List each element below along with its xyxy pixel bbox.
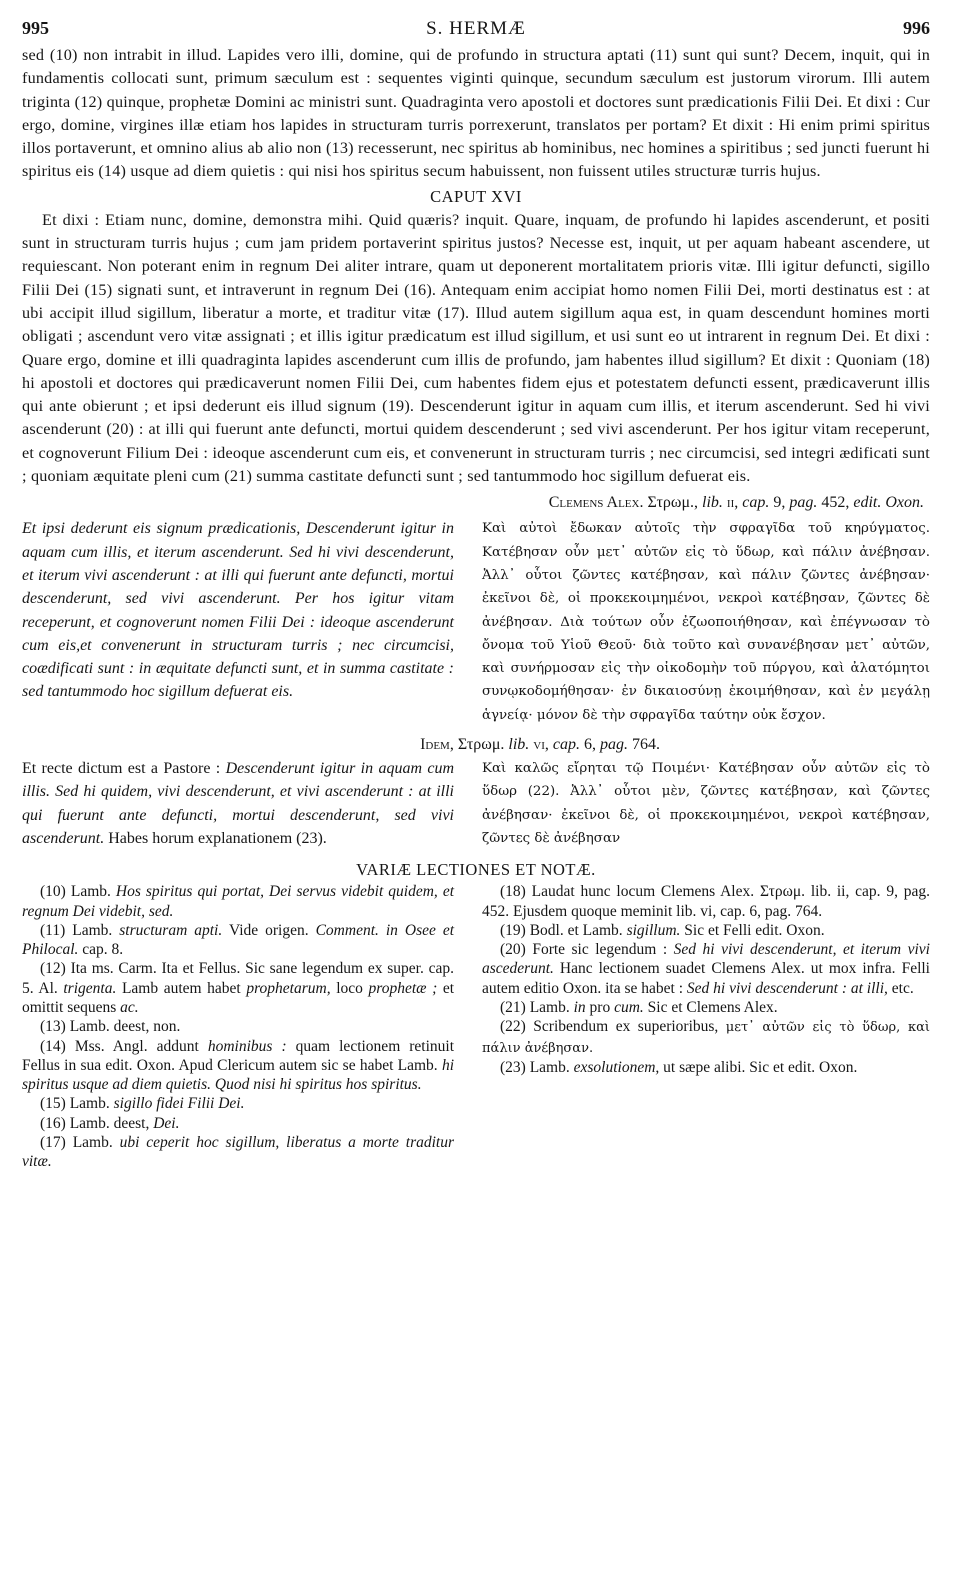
- source-lib: lib.: [702, 494, 723, 512]
- note-text: ac.: [120, 998, 139, 1016]
- paragraph-1: sed (10) non intrabit in illud. Lapides vero illi, domine, qui de profundo in structura aptati (11) sunt qui sunt? Decem, inquit, qui in fundamentis collocati sunt, primum sæculum est : sequentes viginti quinque, secundum sæculum est justorum virorum. Illi autem triginta (12) quinque, prophetæ Domini ac ministri sunt. Quadraginta vero apostoli et doctores sunt prædicationis Filii Dei. Et dixi : Cur ergo, domine, virgines illæ etiam hos lapides in structuram turris porrexerunt, translatos per portam? Et dixit : Hi enim primi spiritus illos portaverunt, et omnino alius ab alio non (13) recesserunt, nec spiritus ab hominibus, nec homines a spiritibus ; sed juncti fuerunt hi spiritus eis (14) usque ad diem quietis : qui nisi hos spiritus secum habuissent, non fuissent utiles structuræ turris hujus.: [22, 46, 930, 181]
- note-text: loco: [336, 979, 363, 997]
- notes-heading: VARIÆ LECTIONES ET NOTÆ.: [356, 860, 596, 880]
- note-text: sigillum.: [626, 921, 681, 939]
- note-text: (17) Lamb.: [40, 1134, 113, 1152]
- note-text: et omittit sequens: [22, 979, 455, 1016]
- note-text: in: [573, 998, 586, 1016]
- source-cap-num: 9,: [773, 494, 786, 512]
- note-text: cum.: [614, 998, 644, 1016]
- note-text: (10) Lamb.: [40, 883, 111, 901]
- note-text: Vide origen.: [228, 921, 309, 939]
- note-text: Στρωμ.: [759, 883, 806, 901]
- note-text: μετ᾽ αὐτῶν εἰς τὸ ὕδωρ, καὶ πάλιν ἀνέβησαν.: [482, 1020, 930, 1056]
- note-text: prophetarum,: [246, 979, 331, 997]
- note-15: [22, 1094, 454, 1113]
- source-pag-num: 452,: [821, 494, 850, 512]
- idem-greek: Καὶ καλῶς εἴρηται τῷ Ποιμένι· Κατέβησαν οὖν αὐτῶν εἰς τὸ ὕδωρ (22). Ἀλλ᾽ οὗτοι μὲν, ζῶντες κατέβησαν, καὶ ζῶντες ἀνέβησαν· ἐκεῖνοι δὲ, οἱ προκεκοιμημένοι, νεκροὶ κατέβησαν, ζῶντες δὲ ἀνέβησαν: [482, 761, 930, 846]
- clemens-parallel: [22, 517, 930, 727]
- note-text: Hanc lectionem suadet Clemens Alex. ut mox infra. Felli autem editio Oxon. ita se habet :: [482, 960, 930, 997]
- chapter-heading: CAPUT XVI: [430, 186, 522, 206]
- note-23: [482, 1058, 930, 1077]
- note-22: [482, 1017, 930, 1058]
- running-title: S. HERMÆ: [426, 18, 526, 39]
- source-edit: edit. Oxon.: [853, 494, 924, 512]
- note-text: trigenta.: [63, 979, 117, 997]
- idem-latin: [22, 757, 454, 850]
- idem-source: [22, 733, 930, 757]
- source-pag-num: 764.: [632, 736, 660, 754]
- note-text: Comment. in Osee et Philocal.: [22, 921, 455, 959]
- source-lib-num: vi,: [533, 736, 549, 754]
- note-text: etc.: [891, 979, 914, 997]
- note-text: (20) Forte sic legendum :: [500, 941, 668, 959]
- note-text: ubi ceperit hoc sigillum, liberatus a morte traditur vitæ.: [22, 1134, 455, 1171]
- note-16: [22, 1114, 454, 1133]
- source-lib: lib.: [508, 736, 530, 754]
- notes-left: [22, 882, 454, 1171]
- source-lib-num: ii,: [726, 494, 739, 512]
- clemens-greek: Καὶ αὐτοὶ ἔδωκαν αὐτοῖς τὴν σφραγῖδα τοῦ κηρύγματος. Κατέβησαν οὖν μετ᾽ αὐτῶν εἰς τὸ ὕδωρ, καὶ πάλιν ἀνέβησαν. Ἀλλ᾽ οὗτοι ζῶντες κατέβησαν, καὶ πάλιν ζῶντες ἀνέβησαν· ἐκεῖνοι δὲ, οἱ προκεκοιμημένοι, νεκροὶ κατέβησαν, ζῶντες δὲ ἀνέβησαν. Διὰ τούτων οὖν ἐζωοποιήθησαν, καὶ ἐπέγνωσαν τὸ ὄνομα τοῦ Υἱοῦ Θεοῦ· διὰ τοῦτο καὶ συνανέβησαν μετ᾽ αὐτῶν, καὶ συνήρμοσαν εἰς τὴν οἰκοδομὴν τοῦ πύργου, καὶ ἀλατόμητοι συνῳκοδομήθησαν· ἐν δικαιοσύνῃ ἐκοιμήθησαν, καὶ ἐν μεγάλῃ ἁγνείᾳ· μόνον δὲ τὴν σφραγῖδα ταύτην οὐκ ἔσχον.: [482, 521, 930, 723]
- note-11: [22, 921, 454, 960]
- source-greek: Στρωμ.: [457, 736, 505, 754]
- note-text: (23) Lamb.: [500, 1058, 570, 1076]
- clemens-latin: Et ipsi dederunt eis signum prædicationis, Descenderunt igitur in aquam cum illis, et iterum ascenderunt. Sed hi vivi descenderunt, et iterum vivi ascenderunt : at illi qui fuerunt ante defuncti, mortui descenderunt, sed vivi ascenderunt. Per hos igitur vitam receperunt, et cognoverunt nomen Filii Dei : ideoque ascenderunt cum eis,et convenerunt in structuram turris ; nec circumcisi, coædificati sunt : in æquitate defuncti sunt, et in summa castitate : sed tantummodo hoc sigillum defuerat eis.: [22, 520, 454, 701]
- note-text: (21) Lamb.: [500, 998, 570, 1016]
- note-text: sigillo fidei Filii Dei.: [113, 1095, 245, 1113]
- note-text: Sed hi vivi descenderunt, et iterum vivi ascederunt.: [482, 941, 930, 978]
- page-header: [22, 18, 930, 44]
- note-text: pro: [589, 998, 611, 1016]
- source-name: Clemens Alex.: [548, 494, 644, 512]
- idem-parallel: [22, 757, 930, 850]
- note-text: structuram apti.: [119, 921, 223, 939]
- note-text: hominibus :: [207, 1037, 287, 1055]
- note-text: (16) Lamb. deest,: [40, 1114, 150, 1132]
- idem-latin-quote: Descenderunt igitur in aquam cum illis. Sed hi quidem, vivi descenderunt, et vivi ascenderunt : at illi qui fuerunt ante defuncti, mortui descenderunt, sed vivi ascenderunt.: [22, 760, 455, 847]
- note-text: Sed hi vivi descenderunt : at illi,: [686, 979, 888, 997]
- note-10: [22, 882, 454, 921]
- note-19: [482, 921, 930, 940]
- note-text: prophetæ ;: [368, 979, 438, 997]
- clemens-source: [22, 491, 930, 515]
- source-cap: cap.: [742, 494, 770, 512]
- source-name: Idem,: [420, 736, 454, 754]
- note-20: [482, 940, 930, 998]
- note-text: (14) Mss. Angl. addunt: [40, 1037, 199, 1055]
- source-pag: pag.: [789, 494, 818, 512]
- source-greek: Στρωμ.,: [647, 494, 699, 512]
- page-number-left: 995: [22, 18, 49, 38]
- note-21: [482, 998, 930, 1017]
- note-text: ut sæpe alibi. Sic et edit. Oxon.: [663, 1058, 858, 1076]
- note-text: (22) Scribendum ex superioribus,: [500, 1018, 719, 1036]
- source-cap: cap.: [552, 736, 580, 754]
- note-18: [482, 882, 930, 921]
- source-cap-num: 6,: [584, 736, 596, 754]
- note-text: Sic et Clemens Alex.: [647, 998, 778, 1016]
- idem-latin-intro: Et recte dictum est a Pastore :: [22, 760, 221, 778]
- note-text: Dei.: [153, 1114, 180, 1132]
- note-17: [22, 1133, 454, 1172]
- page: [22, 18, 930, 1172]
- note-text: exsolutionem,: [573, 1058, 660, 1076]
- paragraph-2: Et dixi : Etiam nunc, domine, demonstra mihi. Quid quæris? inquit. Quare, inquam, de profundo hi lapides ascenderunt, et positi sunt in structuram turris hujus ; cum jam pridem portaverint spiritus justos? Necesse est, inquit, ut per aquam habeant ascendere, ut requiescant. Non poterant enim in regnum Dei aliter intrare, quam ut deponerent mortalitatem prioris vitæ. Illi igitur defuncti, sigillo Filii Dei (15) signati sunt, et intraverunt in regnum Dei (16). Antequam enim accipiat homo nomen Filii Dei, morti destinatus est : at ubi accipit illud sigillum, liberatur a morte, et traditur vitæ (17). Illud autem sigillum aqua est, in quam descendunt homines morti obligati ; ascendunt vero vitæ assignati ; et illis igitur prædicatum est illud sigillum, et usi sunt eo ut intrarent in regnum Dei. Et dixi : Quare ergo, domine et illi quadraginta lapides ascenderunt cum illis de profundo, jam habentes illud sigillum? Et dixit : Quoniam (18) hi apostoli et doctores qui prædicaverunt nomen Filii Dei, cum habentes fidem ejus et potestatem defuncti essent, prædicaverunt illis qui ante obierunt ; et ipsi dederunt eis illud signum (19). Descenderunt igitur in aquam cum illis, et iterum ascenderunt. Sed hi vivi ascenderunt (20) : at illi qui fuerunt ante defuncti, mortui quidem descenderunt ; sed vivi ascenderunt. Per hos igitur vitam receperunt, et cognoverunt Filium Dei : ideoque ascenderunt cum eis, et convenerunt in structuram turris ; nec circumcisi, sed integri ædificati sunt ; quoniam æquitate pleni cum (21) summa castitate defuncti sunt ; sed tantummodo hoc sigillum defuerat eis.: [22, 210, 930, 486]
- note-text: (19) Bodl. et Lamb.: [500, 921, 623, 939]
- source-pag: pag.: [600, 736, 628, 754]
- note-text: (15) Lamb.: [40, 1095, 110, 1113]
- note-12: [22, 959, 454, 1017]
- note-text: Sic et Felli edit. Oxon.: [684, 921, 825, 939]
- note-13: (13) Lamb. deest, non.: [40, 1018, 181, 1036]
- notes: [22, 882, 930, 1171]
- note-text: quam lectionem retinuit Fellus in sua edit. Oxon. Apud Clericum autem sic se habet Lamb.: [22, 1037, 455, 1074]
- note-text: (18) Laudat hunc locum Clemens Alex.: [500, 883, 755, 901]
- note-text: Lamb autem habet: [121, 979, 241, 997]
- notes-right: [482, 882, 930, 1171]
- idem-latin-close: Habes horum explanationem (23).: [108, 829, 327, 847]
- note-14: [22, 1037, 454, 1095]
- note-text: (11) Lamb.: [40, 921, 113, 939]
- note-text: lib. ii, cap. 9, pag. 452. Ejusdem quoque meminit lib. vi, cap. 6, pag. 764.: [482, 883, 931, 920]
- note-text: hi spiritus usque ad diem quietis. Quod nisi hi spiritus hos spiritus.: [22, 1056, 455, 1094]
- note-text: Hos spiritus qui portat, Dei servus videbit quidem, et regnum Dei videbit, sed.: [22, 883, 455, 920]
- page-number-right: 996: [903, 18, 930, 38]
- main-text: [22, 44, 930, 488]
- note-text: (12) Ita ms. Carm. Ita et Fellus. Sic sane legendum ex super. cap. 5. Al.: [22, 960, 454, 997]
- note-text: cap. 8.: [82, 941, 124, 959]
